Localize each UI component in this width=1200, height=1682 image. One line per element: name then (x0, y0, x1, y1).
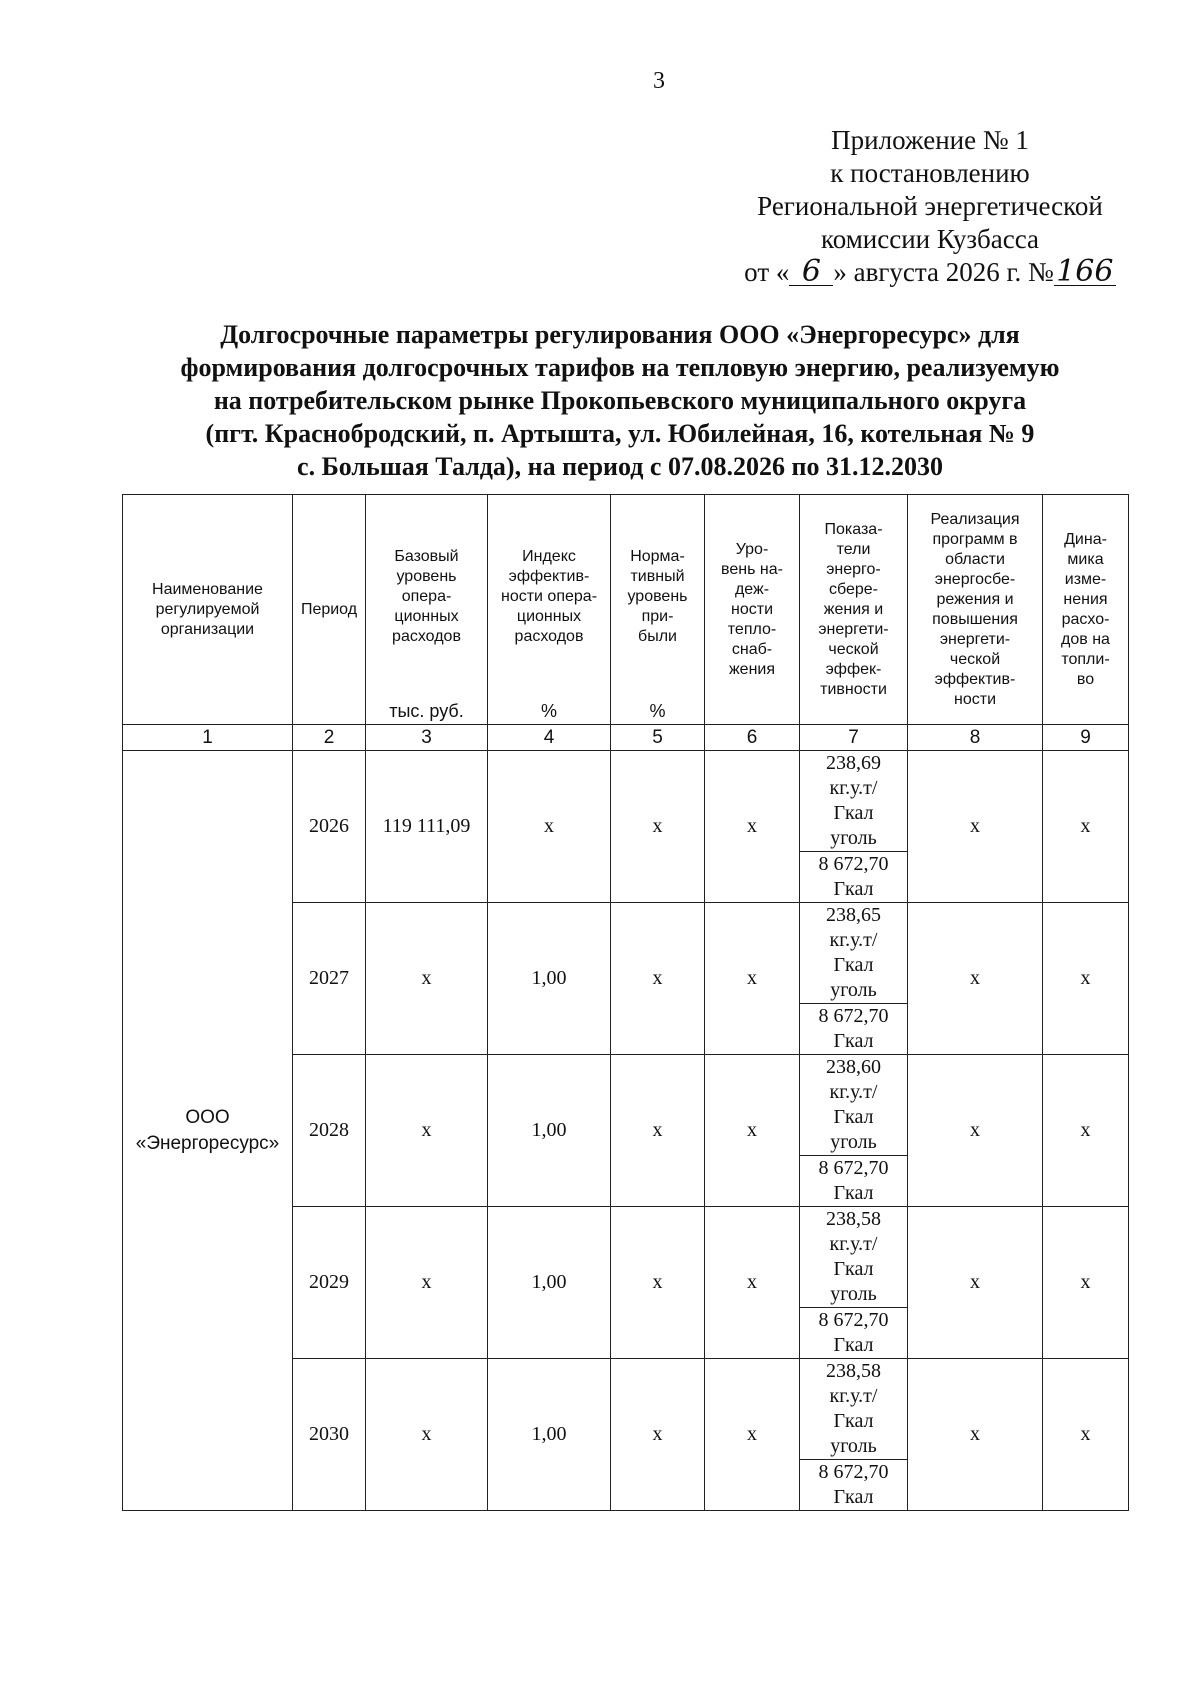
column-number-9: 9 (1043, 725, 1129, 751)
efficiency-index-cell: 1,00 (488, 1055, 611, 1207)
fuel-dynamics-cell: x (1043, 751, 1129, 903)
programs-cell: x (908, 1055, 1043, 1207)
programs-cell: x (908, 1207, 1043, 1359)
cell-line: Гкал (833, 1182, 874, 1204)
table-row (123, 751, 1129, 852)
fuel-dynamics-cell: x (1043, 1055, 1129, 1207)
programs-cell: x (908, 903, 1043, 1055)
fuel-dynamics-cell: x (1043, 1207, 1129, 1359)
column-number-1: 1 (123, 725, 293, 751)
period-cell: 2029 (293, 1207, 366, 1359)
fuel-norm-cell (800, 1207, 908, 1308)
fuel-norm-cell (800, 1359, 908, 1460)
cell-line: «Энергоресурс» (135, 1132, 280, 1154)
energy-volume-cell (800, 1004, 908, 1055)
profit-level-cell: x (611, 1359, 705, 1511)
date-suffix: » августа 2026 г. № (833, 257, 1054, 287)
cell-line: 238,65 (826, 904, 881, 926)
cell-line: Гкал (833, 1410, 874, 1432)
reliability-cell: x (705, 751, 800, 903)
title-line-2: формирования долгосрочных тарифов на тепловую энергию, реализуемую (180, 353, 1060, 382)
column-number-6: 6 (705, 725, 800, 751)
profit-level-cell: x (611, 751, 705, 903)
cell-line: Гкал (833, 954, 874, 976)
cell-line: уголь (830, 1283, 877, 1305)
header-org: Наименование регулируемой организации (123, 495, 293, 725)
reliability-cell: x (705, 1055, 800, 1207)
fuel-norm-cell (800, 903, 908, 1004)
document-title (140, 318, 1100, 483)
energy-volume-cell (800, 1460, 908, 1511)
cell-line: кг.у.т/ (829, 929, 878, 951)
cell-line: Гкал (833, 1258, 874, 1280)
header-fuel-dynamics: Дина- мика изме- нения расхо- дов на топли- во (1043, 495, 1129, 725)
header-period: Период (293, 495, 366, 725)
date-prefix: от « (744, 257, 790, 287)
unit-profit-level: % (611, 699, 705, 725)
cell-line: ООО (185, 1106, 230, 1128)
reliability-cell: x (705, 1207, 800, 1359)
cell-line: уголь (830, 1435, 877, 1457)
efficiency-index-cell: 1,00 (488, 1359, 611, 1511)
header-base-opex: Базовый уровень опера- ционных расходов (366, 495, 488, 699)
period-cell: 2028 (293, 1055, 366, 1207)
cell-line: 8 672,70 (818, 853, 889, 875)
column-number-8: 8 (908, 725, 1043, 751)
energy-volume-cell (800, 1308, 908, 1359)
base-opex-cell: x (366, 1207, 488, 1359)
header-row (123, 495, 1129, 699)
appendix-commission: Региональной энергетической (757, 191, 1103, 221)
profit-level-cell: x (611, 1055, 705, 1207)
fuel-dynamics-cell: x (1043, 903, 1129, 1055)
fuel-norm-cell (800, 751, 908, 852)
appendix-block (740, 124, 1120, 289)
cell-line: 8 672,70 (818, 1461, 889, 1483)
organization-name (123, 751, 293, 1511)
appendix-resolution: к постановлению (830, 158, 1030, 188)
handwritten-number: 166 (1054, 259, 1116, 286)
header-efficiency-index: Индекс эффектив- ности опера- ционных расходов (488, 495, 611, 699)
base-opex-cell: x (366, 1359, 488, 1511)
cell-line: кг.у.т/ (829, 1233, 878, 1255)
cell-line: Гкал (833, 802, 874, 824)
title-line-4: (пгт. Краснобродский, п. Артышта, ул. Юбилейная, 16, котельная № 9 (205, 419, 1035, 448)
appendix-date-line (740, 256, 1120, 289)
energy-volume-cell (800, 1156, 908, 1207)
page-number: 3 (653, 68, 665, 94)
cell-line: 238,58 (826, 1360, 881, 1382)
appendix-commission-name: комиссии Кузбасса (820, 224, 1040, 254)
base-opex-cell: x (366, 1055, 488, 1207)
energy-volume-cell (800, 852, 908, 903)
cell-line: Гкал (833, 1030, 874, 1052)
base-opex-cell: 119 111,09 (366, 751, 488, 903)
appendix-title: Приложение № 1 (831, 125, 1029, 155)
column-number-4: 4 (488, 725, 611, 751)
parameters-table (122, 494, 1129, 1511)
programs-cell: x (908, 751, 1043, 903)
efficiency-index-cell: 1,00 (488, 1207, 611, 1359)
cell-line: Гкал (833, 1486, 874, 1508)
cell-line: 8 672,70 (818, 1157, 889, 1179)
title-line-5: с. Большая Талда), на период с 07.08.2026 по 31.12.2030 (297, 452, 943, 481)
reliability-cell: x (705, 903, 800, 1055)
efficiency-index-cell: x (488, 751, 611, 903)
cell-line: уголь (830, 827, 877, 849)
header-programs: Реализация программ в области энергосбе- режения и повышения энергети- ческой эффектив- ности (908, 495, 1043, 725)
cell-line: 8 672,70 (818, 1309, 889, 1331)
cell-line: Гкал (833, 1106, 874, 1128)
cell-line: 8 672,70 (818, 1005, 889, 1027)
cell-line: 238,69 (826, 752, 881, 774)
cell-line: уголь (830, 1131, 877, 1153)
unit-efficiency-index: % (488, 699, 611, 725)
cell-line: Гкал (833, 1334, 874, 1356)
column-number-7: 7 (800, 725, 908, 751)
cell-line: кг.у.т/ (829, 1081, 878, 1103)
cell-line: кг.у.т/ (829, 777, 878, 799)
period-cell: 2027 (293, 903, 366, 1055)
fuel-dynamics-cell: x (1043, 1359, 1129, 1511)
header-energy-saving: Показа- тели энерго- сбере- жения и энергети- ческой эффек- тивности (800, 495, 908, 725)
title-line-3: на потребительском рынке Прокопьевского муниципального округа (213, 386, 1027, 415)
fuel-norm-cell (800, 1055, 908, 1156)
reliability-cell: x (705, 1359, 800, 1511)
handwritten-day: 6 (789, 259, 833, 286)
column-number-5: 5 (611, 725, 705, 751)
period-cell: 2030 (293, 1359, 366, 1511)
profit-level-cell: x (611, 903, 705, 1055)
column-number-3: 3 (366, 725, 488, 751)
cell-line: 238,58 (826, 1208, 881, 1230)
header-reliability: Уро- вень на- деж- ности тепло- снаб- жения (705, 495, 800, 725)
base-opex-cell: x (366, 903, 488, 1055)
column-number-row (123, 725, 1129, 751)
profit-level-cell: x (611, 1207, 705, 1359)
programs-cell: x (908, 1359, 1043, 1511)
cell-line: 238,60 (826, 1056, 881, 1078)
period-cell: 2026 (293, 751, 366, 903)
cell-line: Гкал (833, 878, 874, 900)
cell-line: уголь (830, 979, 877, 1001)
efficiency-index-cell: 1,00 (488, 903, 611, 1055)
header-profit-level: Норма- тивный уровень при- были (611, 495, 705, 699)
column-number-2: 2 (293, 725, 366, 751)
unit-base-opex: тыс. руб. (366, 699, 488, 725)
title-line-1: Долгосрочные параметры регулирования ООО «Энергоресурс» для (220, 320, 1020, 349)
cell-line: кг.у.т/ (829, 1385, 878, 1407)
